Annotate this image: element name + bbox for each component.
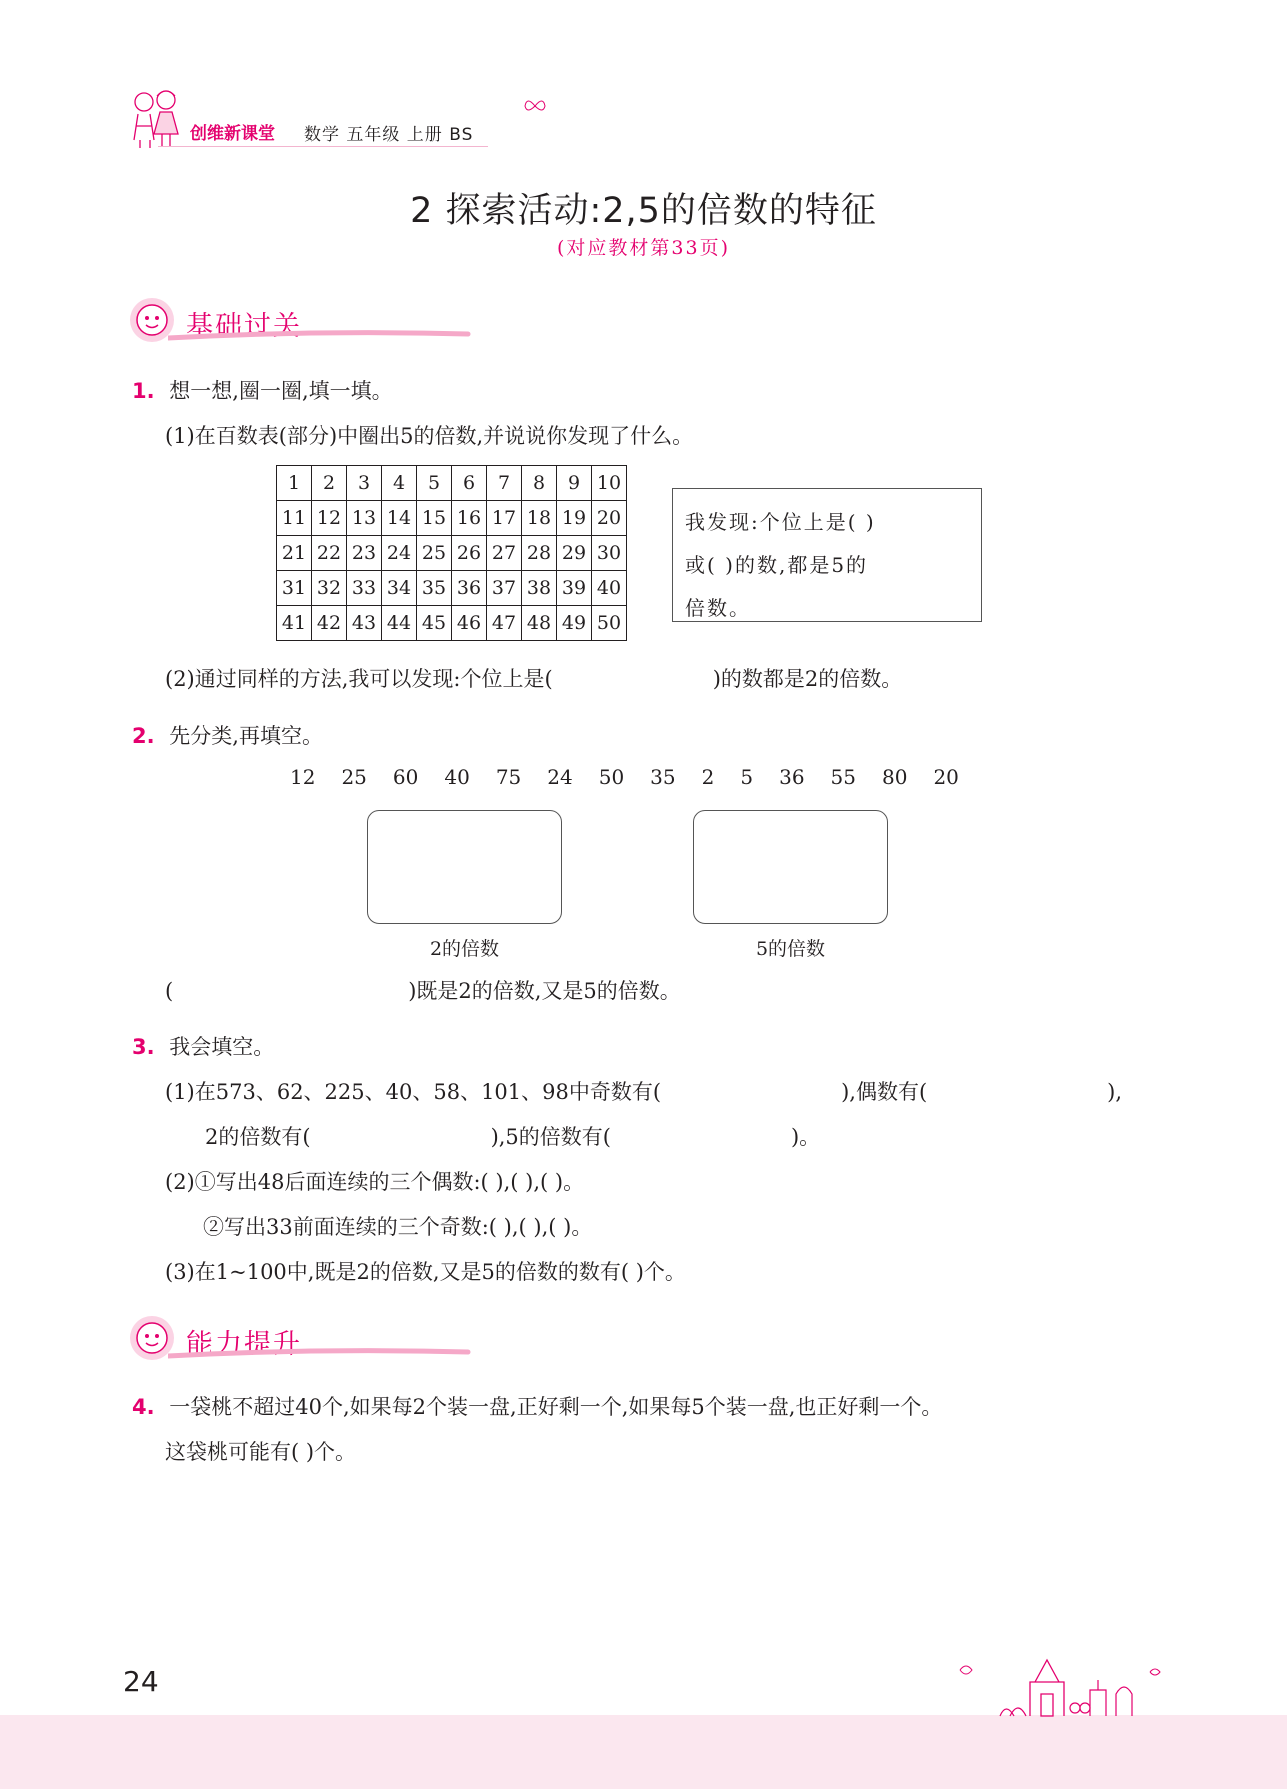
part-2-text-b: )的数都是2的倍数。 xyxy=(712,667,903,691)
table-cell[interactable]: 44 xyxy=(382,606,417,641)
number-item: 5 xyxy=(740,765,754,789)
table-cell[interactable]: 11 xyxy=(277,501,312,536)
discovery-line-3: 倍数。 xyxy=(685,596,751,620)
table-cell[interactable]: 4 xyxy=(382,466,417,501)
table-cell[interactable]: 13 xyxy=(347,501,382,536)
question-1-prompt xyxy=(132,375,393,405)
castle-illustration-icon xyxy=(940,1650,1170,1720)
fill-text-b: )既是2的倍数,又是5的倍数。 xyxy=(408,979,681,1003)
table-cell[interactable]: 6 xyxy=(452,466,487,501)
part-1-text-c: ), xyxy=(1107,1080,1123,1104)
table-cell[interactable]: 5 xyxy=(417,466,452,501)
table-cell[interactable]: 9 xyxy=(557,466,592,501)
course-info: 数学 五年级 上册 BS xyxy=(304,125,474,145)
number-list xyxy=(290,765,985,789)
banner-underline xyxy=(168,1346,473,1362)
number-item: 20 xyxy=(933,765,959,789)
table-row xyxy=(277,536,627,571)
page-title: 2 探索活动:2,5的倍数的特征 xyxy=(410,191,877,231)
footer-band xyxy=(0,1715,1287,1789)
part-1-text-f: )。 xyxy=(790,1125,821,1149)
table-cell[interactable]: 41 xyxy=(277,606,312,641)
discovery-line-1: 我发现:个位上是( ) xyxy=(685,510,876,534)
table-cell[interactable]: 2 xyxy=(312,466,347,501)
number-item: 35 xyxy=(650,765,676,789)
section-banner-basic xyxy=(128,296,348,348)
table-cell[interactable]: 25 xyxy=(417,536,452,571)
question-1-part-1: (1)在百数表(部分)中圈出5的倍数,并说说你发现了什么。 xyxy=(165,424,694,448)
table-cell[interactable]: 14 xyxy=(382,501,417,536)
question-number: 3. xyxy=(132,1035,155,1059)
table-cell[interactable]: 45 xyxy=(417,606,452,641)
table-cell[interactable]: 29 xyxy=(557,536,592,571)
table-cell[interactable]: 23 xyxy=(347,536,382,571)
section-title-basic: 基础过关 xyxy=(186,311,302,342)
table-cell[interactable]: 15 xyxy=(417,501,452,536)
table-cell[interactable]: 17 xyxy=(487,501,522,536)
part-1-text-a: (1)在573、62、225、40、58、101、98中奇数有( xyxy=(165,1080,662,1104)
part-1-text-b: ),偶数有( xyxy=(841,1080,928,1104)
multiples-of-2-box[interactable] xyxy=(367,810,562,924)
question-3-part-2-1: (2)①写出48后面连续的三个偶数:( ),( ),( )。 xyxy=(165,1170,585,1194)
table-cell[interactable]: 46 xyxy=(452,606,487,641)
hundred-table xyxy=(276,465,627,641)
section-banner-advanced xyxy=(128,1314,348,1366)
question-number: 4. xyxy=(132,1395,155,1419)
table-cell[interactable]: 34 xyxy=(382,571,417,606)
question-3-prompt xyxy=(132,1031,274,1061)
table-cell[interactable]: 37 xyxy=(487,571,522,606)
question-3-part-3: (3)在1~100中,既是2的倍数,又是5的倍数的数有( )个。 xyxy=(165,1260,686,1284)
table-cell[interactable]: 12 xyxy=(312,501,347,536)
number-item: 60 xyxy=(392,765,419,789)
table-cell[interactable]: 40 xyxy=(592,571,627,606)
table-cell[interactable]: 22 xyxy=(312,536,347,571)
question-3-part-1-cont xyxy=(205,1121,820,1151)
question-text: 一袋桃不超过40个,如果每2个装一盘,正好剩一个,如果每5个装一盘,也正好剩一个。 xyxy=(169,1395,943,1419)
table-cell[interactable]: 39 xyxy=(557,571,592,606)
table-cell[interactable]: 18 xyxy=(522,501,557,536)
discovery-box xyxy=(672,488,982,622)
brand-name: 创维新课堂 xyxy=(190,124,275,144)
table-cell[interactable]: 36 xyxy=(452,571,487,606)
question-3-part-2-2: ②写出33前面连续的三个奇数:( ),( ),( )。 xyxy=(203,1215,593,1239)
table-cell[interactable]: 28 xyxy=(522,536,557,571)
table-cell[interactable]: 38 xyxy=(522,571,557,606)
table-cell[interactable]: 42 xyxy=(312,606,347,641)
question-3-part-1 xyxy=(165,1076,1122,1106)
fill-text-a: ( xyxy=(165,979,174,1003)
header-divider xyxy=(158,146,488,147)
table-cell[interactable]: 27 xyxy=(487,536,522,571)
table-cell[interactable]: 24 xyxy=(382,536,417,571)
page-number: 24 xyxy=(123,1665,159,1698)
table-cell[interactable]: 3 xyxy=(347,466,382,501)
table-cell[interactable]: 49 xyxy=(557,606,592,641)
number-item: 24 xyxy=(547,765,573,789)
number-item: 40 xyxy=(444,765,470,789)
part-1-text-d: 2的倍数有( xyxy=(205,1125,311,1149)
table-row xyxy=(277,606,627,641)
table-row xyxy=(277,571,627,606)
question-2-fill xyxy=(165,975,681,1005)
page-header xyxy=(128,86,488,156)
number-item: 2 xyxy=(701,765,715,789)
number-item: 55 xyxy=(830,765,856,789)
table-cell[interactable]: 30 xyxy=(592,536,627,571)
table-cell[interactable]: 48 xyxy=(522,606,557,641)
question-text: 想一想,圈一圈,填一填。 xyxy=(169,379,393,403)
multiples-of-2-label: 2的倍数 xyxy=(429,938,500,960)
multiples-of-5-box[interactable] xyxy=(693,810,888,924)
table-cell[interactable]: 47 xyxy=(487,606,522,641)
table-cell[interactable]: 8 xyxy=(522,466,557,501)
question-text: 先分类,再填空。 xyxy=(169,724,323,748)
table-cell[interactable]: 10 xyxy=(592,466,627,501)
multiples-of-5-label: 5的倍数 xyxy=(755,938,826,960)
page-subtitle: (对应教材第33页) xyxy=(556,237,730,259)
kids-mascot-icon xyxy=(128,86,184,152)
number-item: 75 xyxy=(495,765,522,789)
section-title-advanced: 能力提升 xyxy=(186,1329,302,1360)
question-number: 1. xyxy=(132,379,155,403)
butterfly-icon xyxy=(524,98,546,114)
number-item: 80 xyxy=(882,765,908,789)
table-cell[interactable]: 20 xyxy=(592,501,627,536)
table-cell[interactable]: 26 xyxy=(452,536,487,571)
number-item: 36 xyxy=(779,765,805,789)
number-item: 25 xyxy=(341,765,367,789)
table-row xyxy=(277,466,627,501)
table-cell[interactable]: 7 xyxy=(487,466,522,501)
question-2-prompt xyxy=(132,720,323,750)
part-2-text-a: (2)通过同样的方法,我可以发现:个位上是( xyxy=(165,667,553,691)
table-cell[interactable]: 21 xyxy=(277,536,312,571)
table-cell[interactable]: 35 xyxy=(417,571,452,606)
table-cell[interactable]: 19 xyxy=(557,501,592,536)
question-4-line-2: 这袋桃可能有( )个。 xyxy=(165,1440,357,1464)
table-row xyxy=(277,501,627,536)
table-cell[interactable]: 50 xyxy=(592,606,627,641)
table-cell[interactable]: 16 xyxy=(452,501,487,536)
table-cell[interactable]: 1 xyxy=(277,466,312,501)
question-1-part-2 xyxy=(165,663,902,693)
question-4-line-1 xyxy=(132,1391,942,1421)
table-cell[interactable]: 32 xyxy=(312,571,347,606)
table-cell[interactable]: 33 xyxy=(347,571,382,606)
banner-underline xyxy=(168,328,473,344)
table-cell[interactable]: 31 xyxy=(277,571,312,606)
part-1-text-e: ),5的倍数有( xyxy=(490,1125,611,1149)
table-cell[interactable]: 43 xyxy=(347,606,382,641)
question-number: 2. xyxy=(132,724,155,748)
number-item: 50 xyxy=(598,765,625,789)
number-item: 12 xyxy=(290,765,316,789)
discovery-line-2: 或( )的数,都是5的 xyxy=(685,553,869,577)
question-text: 我会填空。 xyxy=(169,1035,275,1059)
